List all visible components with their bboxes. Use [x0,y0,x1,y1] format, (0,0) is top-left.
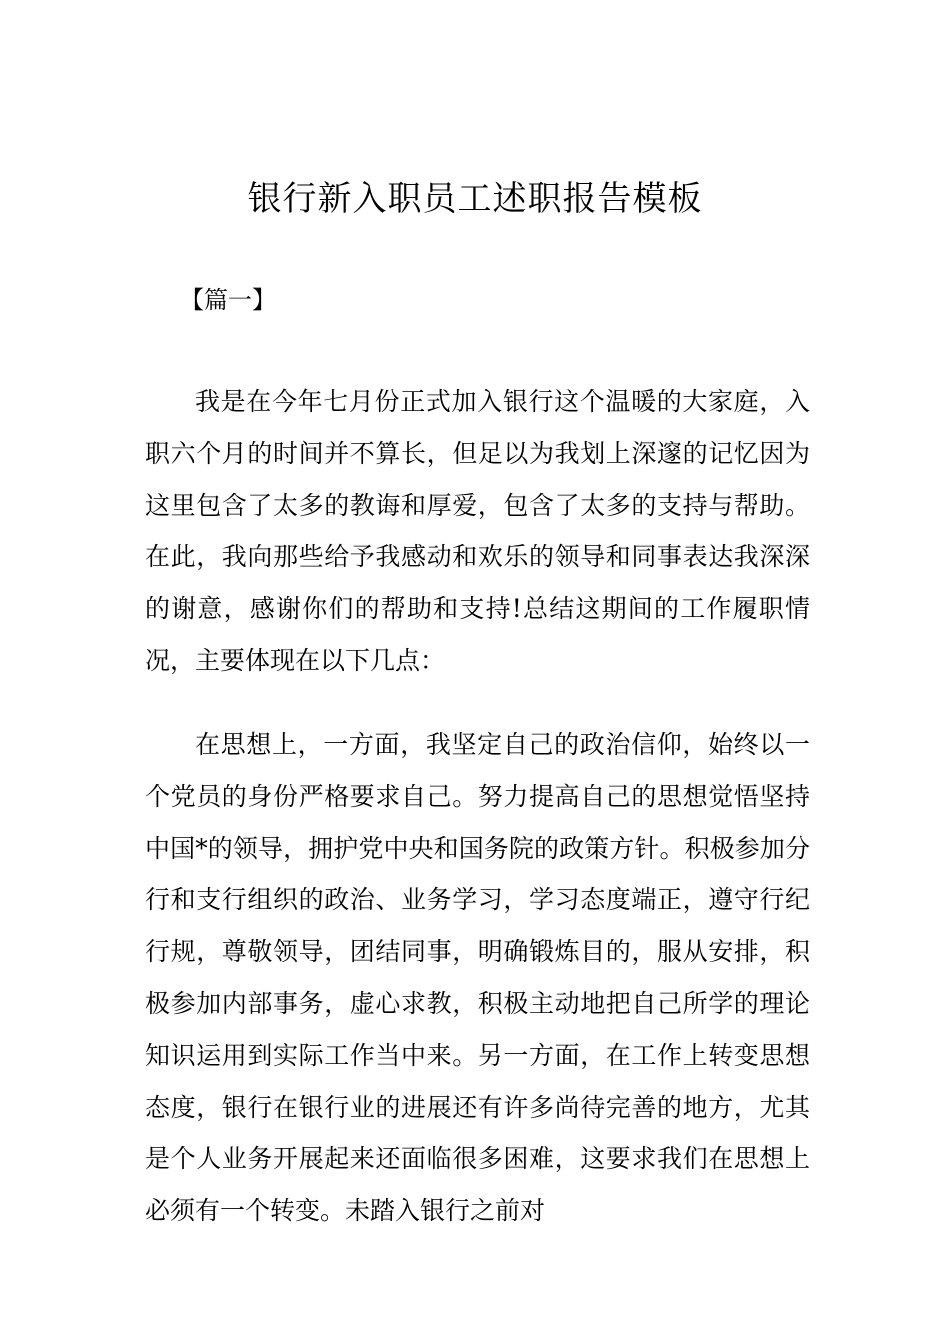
paragraph-2: 在思想上，一方面，我坚定自己的政治信仰，始终以一个党员的身份严格要求自己。努力提高自己的思想觉悟坚持中国*的领导，拥护党中央和国务院的政策方针。积极参加分行和支行组织的政治、业务学习，学习态度端正，遵守行纪行规，尊敬领导，团结同事，明确锻炼目的，服从安排，积极参加内部事务，虚心求教，积极主动地把自己所学的理论知识运用到实际工作当中来。另一方面，在工作上转变思想态度，银行在银行业的进展还有许多尚待完善的地方，尤其是个人业务开展起来还面临很多困难，这要求我们在思想上必须有一个转变。未踏入银行之前对 [145,730,810,1226]
paragraph-1: 我是在今年七月份正式加入银行这个温暖的大家庭，入职六个月的时间并不算长，但足以为我划上深邃的记忆因为这里包含了太多的教诲和厚爱，包含了太多的支持与帮助。在此，我向那些给予我感动和欢乐的领导和同事表达我深深的谢意，感谢你们的帮助和支持!总结这期间的工作履职情况，主要体现在以下几点： [145,387,810,675]
section-label: 【篇一】 [180,286,276,314]
document-title: 银行新入职员工述职报告模板 [247,179,703,219]
